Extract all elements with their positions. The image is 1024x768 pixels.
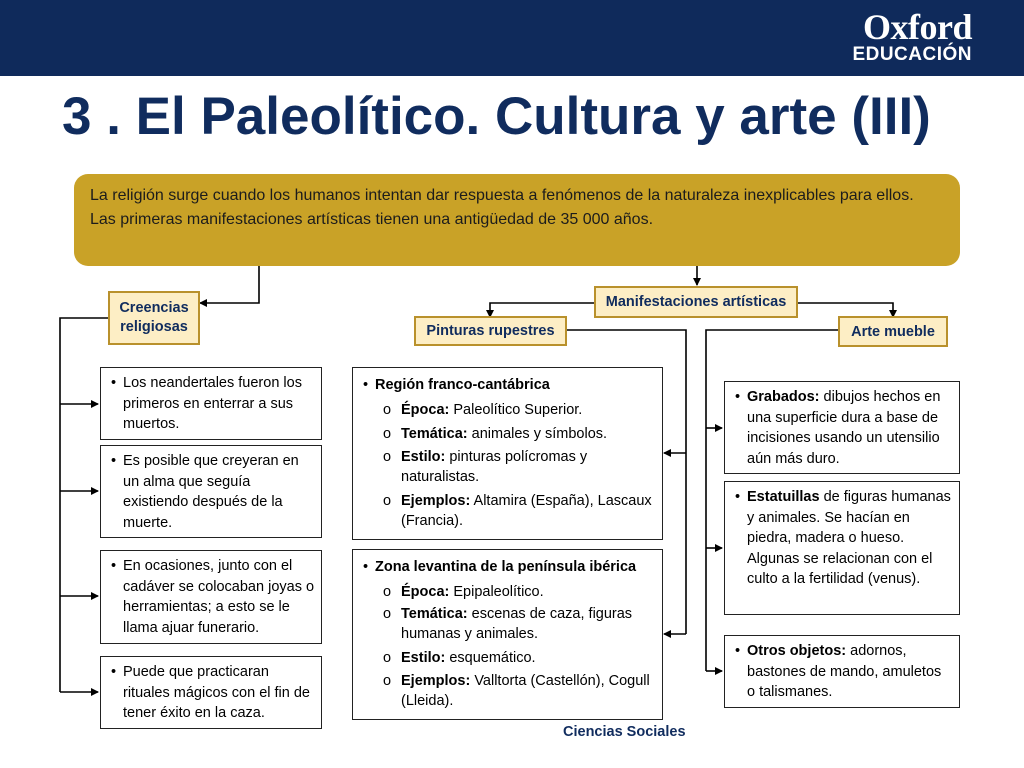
- otros-text: adornos, bastones de mando, amuletos o talismanes.: [747, 643, 942, 700]
- creencias-item-text: Los neandertales fueron los primeros en enterrar a sus muertos.: [123, 375, 302, 432]
- franco-tematica-label: Temática:: [401, 426, 468, 442]
- creencias-item-1: • Los neandertales fueron los primeros en enterrar a sus muertos.: [100, 367, 322, 440]
- levantina-epoca-label: Época:: [401, 583, 450, 600]
- pinturas-zona-levantina: • Zona levantina de la península ibérica o Época: Epipaleolítico. o Temática: escenas de caza, figuras humanas y animales. o Estilo: esquemático. o Ejemplos: Valltorta (Castellón), Cogull (Lleida).: [352, 549, 663, 720]
- levantina-epoca: Epipaleolítico.: [453, 583, 544, 600]
- label-creencias-religiosas: Creencias religiosas: [108, 291, 200, 345]
- franco-ejemplos-label: Ejemplos:: [401, 492, 471, 509]
- levantina-estilo: esquemático.: [449, 650, 536, 666]
- grabados-label: Grabados:: [747, 389, 820, 405]
- intro-line-1: La religión surge cuando los humanos intentan dar respuesta a fenómenos de la naturaleza inexplicables para ellos.: [90, 187, 914, 204]
- estatuillas-text: de figuras humanas y animales. Se hacían en piedra, madera o hueso. Algunas se relacionan con el culto a la fertilidad (venus).: [747, 489, 951, 587]
- creencias-item-text: Puede que practicaran rituales mágicos con el fin de tener éxito en la caza.: [123, 664, 310, 721]
- brand-logo-oxford: Oxford: [863, 7, 972, 47]
- franco-estilo-label: Estilo:: [401, 448, 446, 465]
- creencias-item-3: • En ocasiones, junto con el cadáver se colocaban joyas o herramientas; a esto se le llama ajuar funerario.: [100, 550, 322, 644]
- franco-epoca-label: Época:: [401, 401, 450, 418]
- arte-mueble-grabados: • Grabados: dibujos hechos en una superficie dura a base de incisiones usando un utensilio aún más duro.: [724, 381, 960, 474]
- otros-label: Otros objetos:: [747, 643, 847, 659]
- creencias-item-text: En ocasiones, junto con el cadáver se colocaban joyas o herramientas; a esto se le llama ajuar funerario.: [123, 558, 315, 636]
- footer-subject: Ciencias Sociales: [563, 724, 686, 740]
- brand-logo-educacion: EDUCACIÓN: [852, 44, 972, 65]
- creencias-item-4: • Puede que practicaran rituales mágicos con el fin de tener éxito en la caza.: [100, 656, 322, 729]
- grabados-text: dibujos hechos en una superficie dura a base de incisiones usando un utensilio aún más duro.: [747, 389, 941, 467]
- intro-line-2: Las primeras manifestaciones artísticas tienen una antigüedad de 35 000 años.: [90, 211, 654, 228]
- page-title: 3 . El Paleolítico. Cultura y arte (III): [62, 87, 931, 146]
- franco-tematica: animales y símbolos.: [471, 426, 608, 442]
- franco-epoca: Paleolítico Superior.: [453, 401, 583, 418]
- levantina-tematica-label: Temática:: [401, 606, 468, 622]
- arte-mueble-otros-objetos: • Otros objetos: adornos, bastones de mando, amuletos o talismanes.: [724, 635, 960, 708]
- label-manifestaciones-artisticas: Manifestaciones artísticas: [594, 286, 798, 318]
- levantina-ejemplos-label: Ejemplos:: [401, 672, 471, 689]
- estatuillas-label: Estatuillas: [747, 489, 820, 505]
- creencias-item-2: • Es posible que creyeran en un alma que seguía existiendo después de la muerte.: [100, 445, 322, 538]
- levantina-title: Zona levantina de la península ibérica: [375, 559, 637, 575]
- arte-mueble-estatuillas: • Estatuillas de figuras humanas y animales. Se hacían en piedra, madera o hueso. Algunas se relacionan con el culto a la fertilidad (venus).: [724, 481, 960, 615]
- pinturas-franco-cantabrica: • Región franco-cantábrica o Época: Paleolítico Superior. o Temática: animales y símbolos. o Estilo: pinturas polícromas y naturalistas. o Ejemplos: Altamira (España), Lascaux (Francia).: [352, 367, 663, 540]
- creencias-item-text: Es posible que creyeran en un alma que seguía existiendo después de la muerte.: [123, 453, 299, 531]
- levantina-estilo-label: Estilo:: [401, 650, 446, 666]
- franco-ejemplos: Altamira (España), Lascaux (Francia).: [401, 492, 652, 529]
- franco-estilo: pinturas polícromas y naturalistas.: [401, 448, 588, 485]
- label-arte-mueble: Arte mueble: [838, 316, 948, 347]
- levantina-ejemplos: Valltorta (Castellón), Cogull (Lleida).: [401, 672, 650, 709]
- franco-title: Región franco-cantábrica: [375, 377, 550, 393]
- label-pinturas-rupestres: Pinturas rupestres: [414, 316, 567, 346]
- levantina-tematica: escenas de caza, figuras humanas y animales.: [401, 606, 633, 642]
